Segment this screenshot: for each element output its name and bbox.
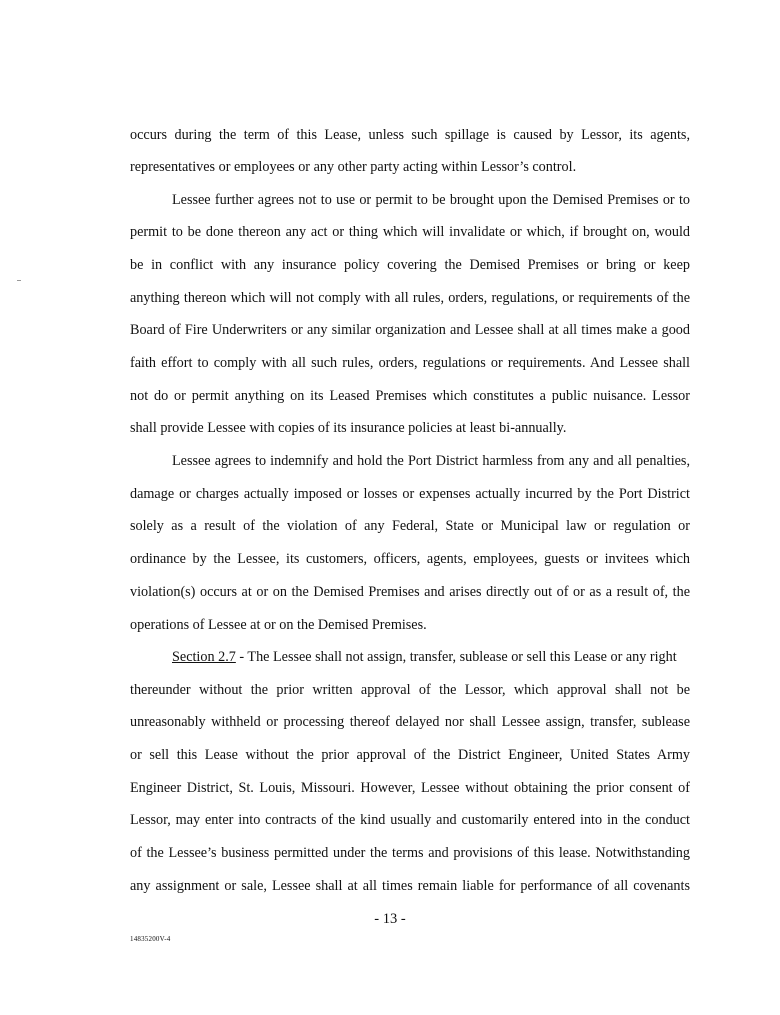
body-line: be in conflict with any insurance policy covering the Demised Premises or bring or keep <box>130 257 690 273</box>
body-line: or sell this Lease without the prior approval of the District Engineer, United States Army <box>130 747 690 763</box>
body-line: operations of Lessee at or on the Demised Premises. <box>130 617 427 633</box>
body-line: thereunder without the prior written approval of the Lessor, which approval shall not be <box>130 682 690 698</box>
body-line: permit to be done thereon any act or thing which will invalidate or which, if brought on, would <box>130 224 690 240</box>
section-line <box>172 648 677 666</box>
body-line: Board of Fire Underwriters or any similar organization and Lessee shall at all times make a good <box>130 322 690 338</box>
body-line: solely as a result of the violation of any Federal, State or Municipal law or regulation or <box>130 518 690 534</box>
body-line: Lessee agrees to indemnify and hold the Port District harmless from any and all penalties, <box>172 453 690 469</box>
body-line: not do or permit anything on its Leased Premises which constitutes a public nuisance. Lessor <box>130 388 690 404</box>
body-line: Lessor, may enter into contracts of the kind usually and customarily entered into in the conduct <box>130 812 690 828</box>
section-heading: Section 2.7 <box>172 649 236 665</box>
body-line: occurs during the term of this Lease, unless such spillage is caused by Lessor, its agents, <box>130 127 690 143</box>
body-line: damage or charges actually imposed or losses or expenses actually incurred by the Port District <box>130 486 690 502</box>
body-line: ordinance by the Lessee, its customers, officers, agents, employees, guests or invitees which <box>130 551 690 567</box>
body-line: anything thereon which will not comply with all rules, orders, regulations, or requirements of the <box>130 290 690 306</box>
body-line: unreasonably withheld or processing thereof delayed nor shall Lessee assign, transfer, sublease <box>130 714 690 730</box>
body-line: representatives or employees or any other party acting within Lessor’s control. <box>130 159 577 175</box>
body-line: of the Lessee’s business permitted under the terms and provisions of this lease. Notwithstanding <box>130 845 690 861</box>
scan-mark <box>17 280 21 281</box>
document-id: 14835200V-4 <box>130 935 171 943</box>
body-line: faith effort to comply with all such rules, orders, regulations or requirements. And Lessee shall <box>130 355 690 371</box>
section-text: - The Lessee shall not assign, transfer, sublease or sell this Lease or any right <box>235 649 677 665</box>
body-line: any assignment or sale, Lessee shall at all times remain liable for performance of all covenants <box>130 878 690 894</box>
body-line: Engineer District, St. Louis, Missouri. However, Lessee without obtaining the prior consent of <box>130 780 690 796</box>
body-line: Lessee further agrees not to use or permit to be brought upon the Demised Premises or to <box>172 192 690 208</box>
body-line: violation(s) occurs at or on the Demised Premises and arises directly out of or as a result of, the <box>130 584 690 600</box>
page-number: - 13 - <box>374 911 406 927</box>
body-line: shall provide Lessee with copies of its insurance policies at least bi-annually. <box>130 420 567 436</box>
